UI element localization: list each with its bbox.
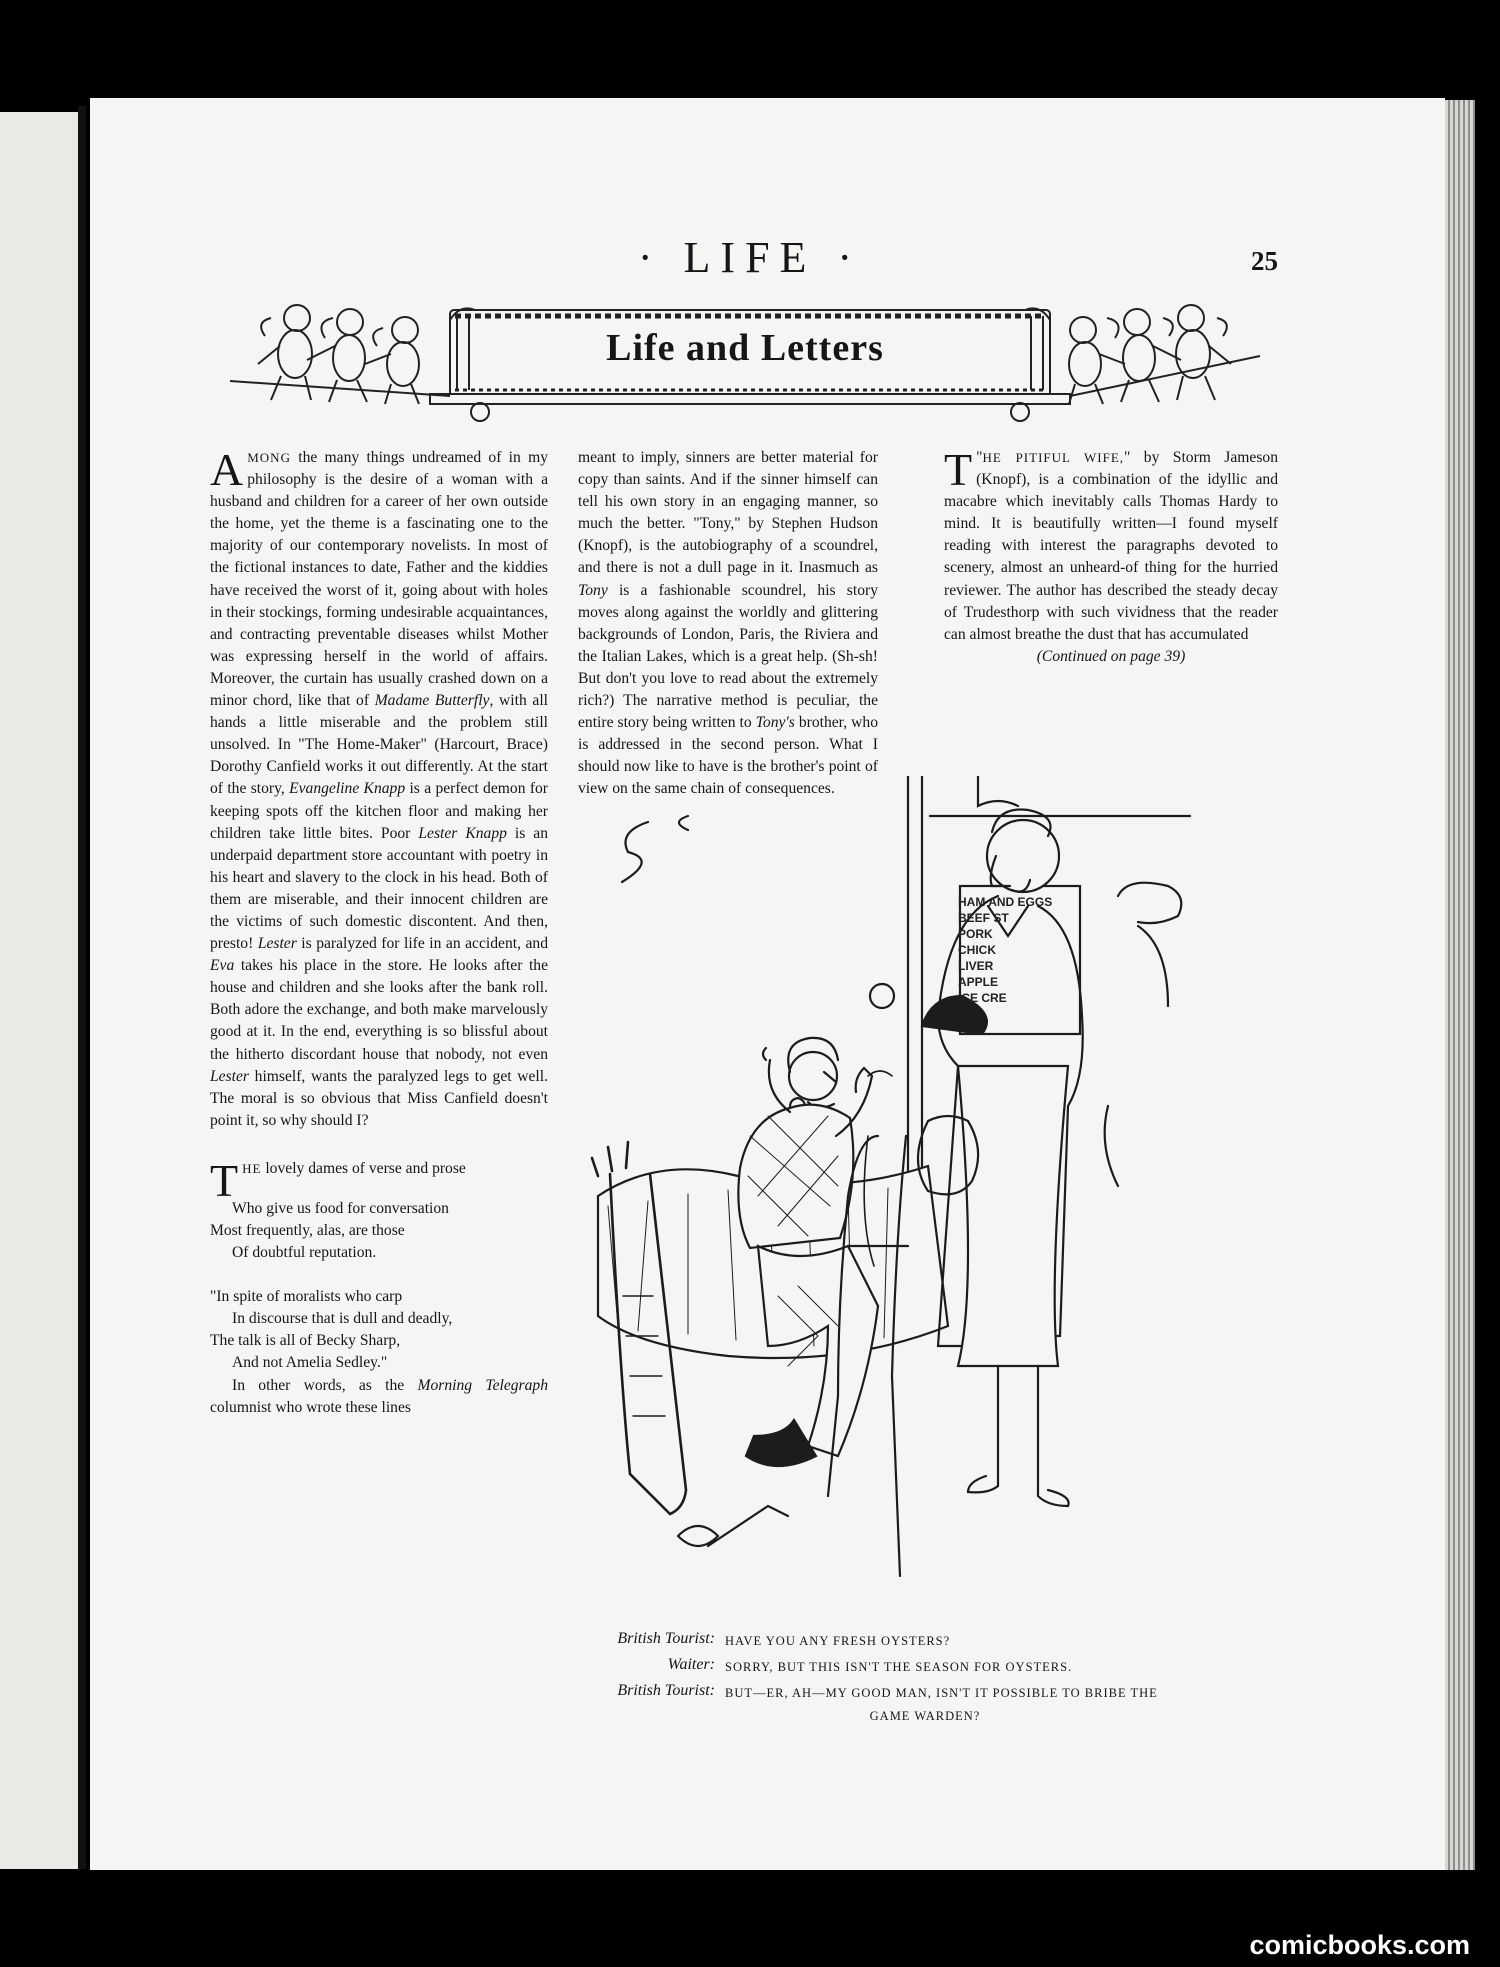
caption-dialogue: HAVE YOU ANY FRESH OYSTERS?: [725, 1634, 951, 1648]
quoted-poem: [210, 1154, 548, 1375]
caption-dialogue: BUT—ER, AH—MY GOOD MAN, ISN'T IT POSSIBLE TO BRIBE THE: [725, 1686, 1158, 1700]
closing-paragraph: [210, 1375, 548, 1419]
caption-continuation: GAME WARDEN?: [869, 1709, 981, 1723]
drop-cap: T: [210, 1154, 239, 1206]
character-name: Lester: [210, 1067, 249, 1085]
page-number: 25: [1251, 246, 1278, 276]
review-text: brother, who is addressed in the second person. What I should now like to have is the brother's point of view on the same chain of consequences.: [578, 714, 878, 798]
closing-text: columnist who wrote these lines: [210, 1398, 411, 1416]
character-name: Eva: [210, 957, 235, 975]
pitiful-wife-review: [944, 444, 1278, 646]
cartoon-caption: [570, 1627, 1280, 1728]
facing-page-edge: [0, 112, 84, 1869]
poem-line: Who give us food for conversation: [232, 1199, 449, 1217]
watermark: comicbooks.com: [1249, 1930, 1470, 1960]
article-column-1: [210, 444, 548, 1419]
menu-line: BEEF ST: [958, 911, 1009, 925]
poem-line: The talk is all of Becky Sharp,: [210, 1332, 401, 1350]
review-text: , with all hands a little miserable and the problem still unsolved. In "The Home-Maker" (Harcourt, Brace) Dorothy Canfield works it out differently. At the start of the story,: [210, 692, 548, 798]
poem-line: Most frequently, alas, are those: [210, 1222, 405, 1239]
cartoon-illustration: [578, 776, 1288, 1614]
article-column-3: [944, 444, 1278, 668]
section-title: Life and Letters: [606, 327, 884, 369]
poem-line: "In spite of moralists who carp: [210, 1288, 403, 1306]
newspaper-name: Morning Telegraph: [417, 1376, 548, 1394]
character-name: Lester Knapp: [418, 824, 507, 842]
character-name: Evangeline Knapp: [289, 780, 406, 798]
review-text: takes his place in the store. He looks after the house and children and she looks after the bank roll. Both adore the exchange, and both make marvelously good at it. In the end, everything is so blissful about the hitherto discordant house that nobody, not even: [210, 957, 548, 1063]
book-title: Madame Butterfly: [374, 692, 490, 710]
menu-line: LIVER: [958, 959, 994, 973]
review-text: is an underpaid department store accountant with poetry in his heart and slavery to the clock in his head. Both of them are miserable, and their innocent children are the victims of such domestic discontent. And then, presto!: [210, 824, 548, 953]
caption-line: [570, 1653, 1280, 1679]
poem-line: And not Amelia Sedley.": [232, 1354, 388, 1372]
caption-dialogue: SORRY, BUT THIS ISN'T THE SEASON FOR OYSTERS.: [725, 1660, 1073, 1674]
review-text: is a fashionable scoundrel, his story moves along against the worldly and glittering backgrounds of London, Paris, the Riviera and the Italian Lakes, which is a great help. (Sh-sh! But don't you love to read about the extremely rich?) The narrative method is peculiar, the entire story being written to: [578, 581, 878, 732]
home-maker-review: [210, 444, 548, 1132]
restaurant-cartoon: [578, 776, 1288, 1614]
caption-speaker: Waiter:: [667, 1656, 715, 1673]
poem-line: lovely dames of verse and prose: [261, 1159, 466, 1177]
closing-text: In other words, as the: [232, 1376, 418, 1394]
menu-line: ICE CRE: [958, 991, 1007, 1005]
menu-line: APPLE: [958, 975, 999, 989]
drop-cap: A: [210, 444, 244, 495]
caption-line: [570, 1679, 1280, 1705]
review-text: " by Storm Jameson (Knopf), is a combination of the idyllic and macabre which inevitably calls Thomas Hardy to mind. It is beautifully written—I found myself reading with interest the paragraphs devoted to scenery, almost an unheard-of thing for the hurried reviewer. The author has described the steady decay of Trudesthorp with such vividness that the reader can almost breathe the dust that has accumulated: [944, 449, 1278, 643]
masthead: · LIFE ·: [637, 233, 863, 282]
menu-line: PORK: [958, 927, 993, 941]
review-text: is a perfect demon for keeping spots off the kitchen floor and making her children take little bites. Poor: [210, 780, 548, 842]
continued-note: (Continued on page 39): [1036, 647, 1186, 665]
section-banner: [225, 296, 1265, 426]
page-stack-edge: [1445, 100, 1475, 1870]
menu-board: [958, 894, 1076, 1006]
caption-line: [570, 1627, 1280, 1653]
review-text: meant to imply, sinners are better material for copy than saints. And if the sinner himself can tell his own story in an engaging manner, so much the better. "Tony," by Stephen Hudson (Knopf), is the autobiography of a scoundrel, and there is not a dull page in it. Inasmuch as: [578, 449, 878, 577]
tony-review: [578, 447, 878, 801]
book-gutter: [78, 106, 86, 1869]
character-name: Tony: [578, 581, 608, 599]
caption-lines: [570, 1627, 1280, 1705]
menu-line: CHICK: [958, 943, 996, 957]
character-name: Lester: [257, 935, 297, 953]
lead-word: HE: [242, 1160, 262, 1176]
lead-word: MONG: [247, 450, 291, 465]
poem-line: In discourse that is dull and deadly,: [232, 1310, 453, 1328]
article-column-2: [578, 447, 878, 801]
review-text: himself, wants the paralyzed legs to get well. The moral is so obvious that Miss Canfield doesn't point it, so why should I?: [210, 1067, 548, 1129]
drop-cap: T: [944, 444, 973, 495]
character-name: Tony's: [755, 714, 795, 732]
caption-speaker: British Tourist:: [617, 1682, 715, 1699]
caption-speaker: British Tourist:: [617, 1630, 715, 1647]
lead-word: HE PITIFUL WIFE,: [982, 450, 1125, 465]
menu-line: HAM AND EGGS: [958, 895, 1053, 909]
poem-line: Of doubtful reputation.: [232, 1244, 377, 1262]
review-text: is paralyzed for life in an accident, and: [296, 935, 548, 953]
review-text: the many things undreamed of in my philosophy is the desire of a woman with a husband and children for a career of her own outside the home, yet the theme is a fascinating one to the majority of our contemporary novelists. In most of the fictional instances to date, Father and the kiddies have received the worst of it, going about with holes in their stockings, forming undesirable acquaintances, and contracting preventable diseases whilst Mother was expressing herself in the world of affairs. Moreover, the curtain has usually crashed down on a minor chord, like that of: [210, 449, 548, 710]
review-text: ": [976, 449, 983, 466]
